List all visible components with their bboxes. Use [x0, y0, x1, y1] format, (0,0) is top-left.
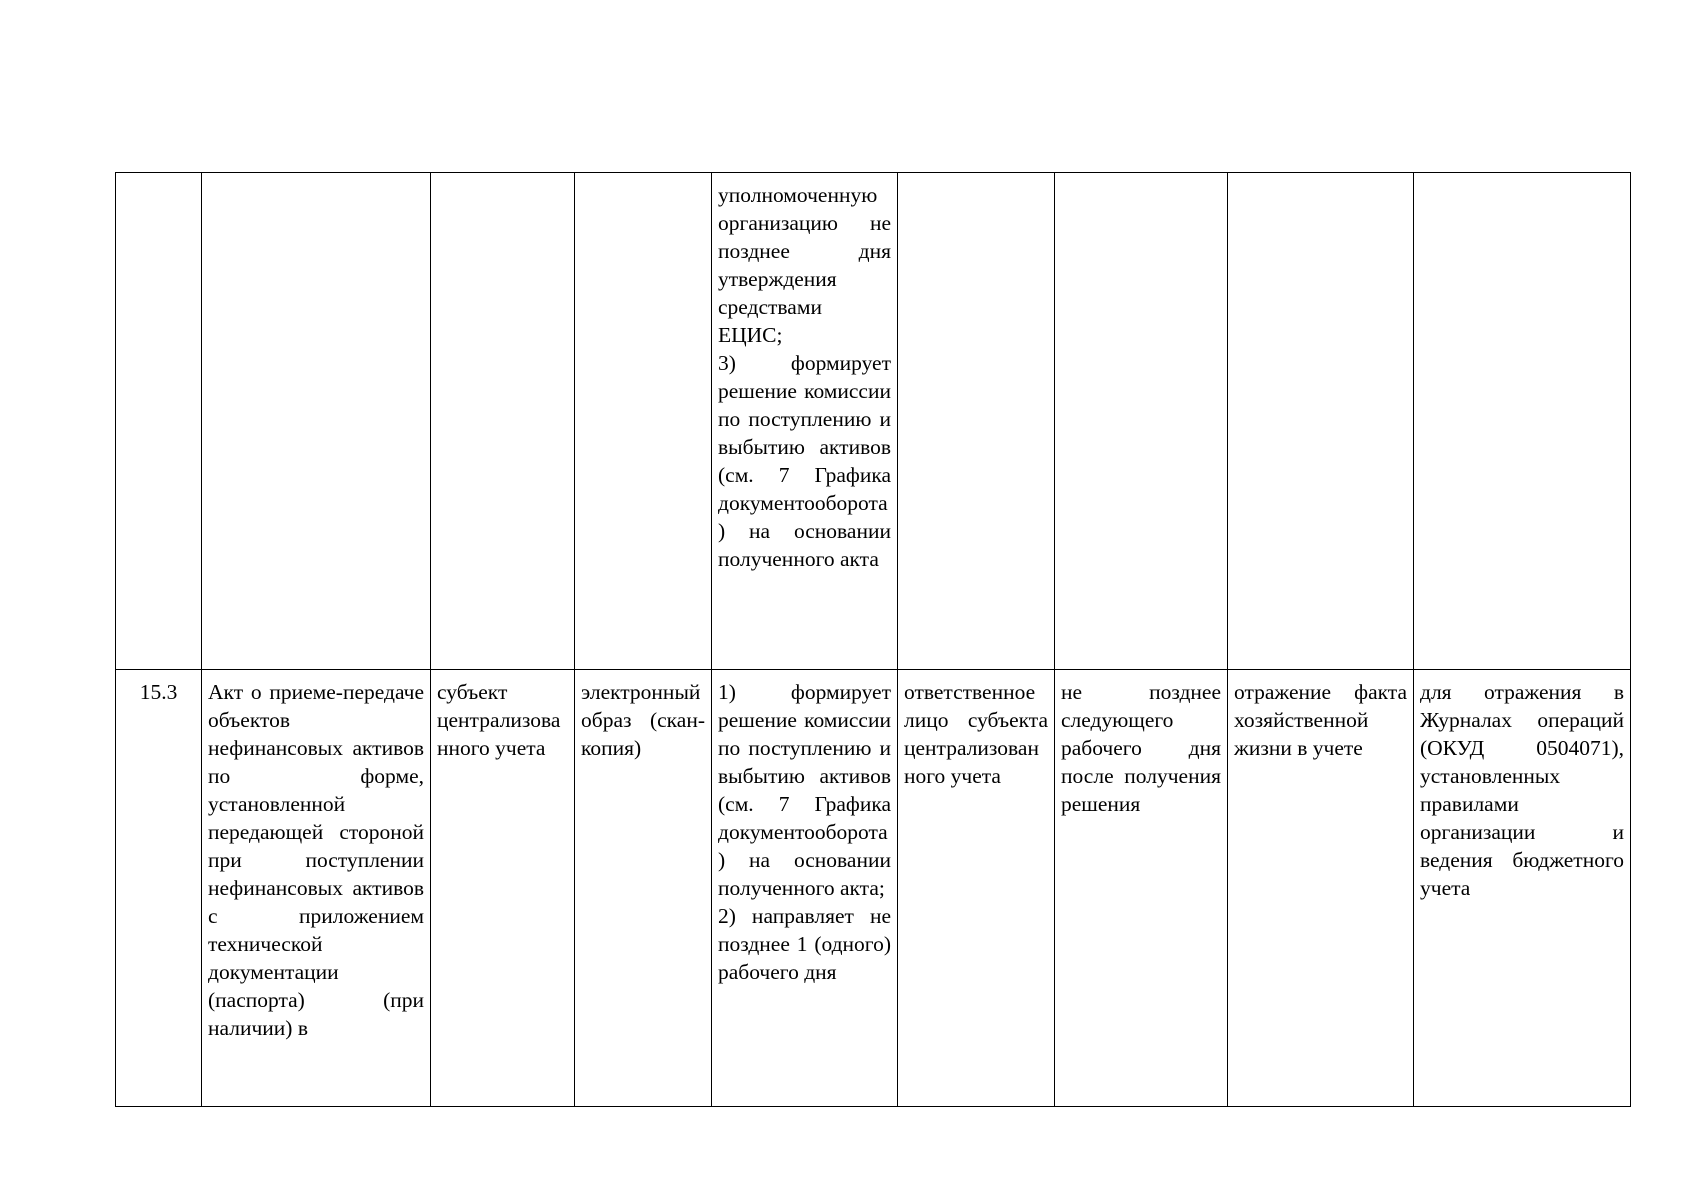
cell-deadline — [1055, 173, 1228, 670]
cell-document — [202, 173, 431, 670]
cell-responsible — [898, 670, 1055, 1107]
deadline-text: не позднее следующего рабочего дня после получения решения — [1061, 680, 1221, 816]
cell-actions — [712, 173, 898, 670]
cell-document — [202, 670, 431, 1107]
cell-form — [575, 670, 712, 1107]
actions-text: 1) формирует решение комиссии по поступлению и выбытию активов (см. 7 Графика документооборота) на основании полученного акта; 2) направляет не позднее 1 (одного) рабочего дня — [718, 680, 891, 984]
cell-usage — [1414, 173, 1631, 670]
cell-usage — [1414, 670, 1631, 1107]
table-row — [116, 173, 1631, 670]
actions-text: уполномоченную организацию не позднее дня утверждения средствами ЕЦИС; 3) формирует решение комиссии по поступлению и выбытию активов (см. 7 Графика документооборота) на основании полученного акта — [718, 183, 891, 571]
usage-text: для отражения в Журналах операций (ОКУД 0504071), установленных правилами организации и ведения бюджетного учета — [1420, 680, 1624, 900]
cell-deadline — [1055, 670, 1228, 1107]
creator-text: субъект централизованного учета — [437, 680, 561, 760]
cell-purpose — [1228, 173, 1414, 670]
document-flow-table — [115, 172, 1631, 1107]
cell-creator — [431, 173, 575, 670]
responsible-text: ответственное лицо субъекта централизованного учета — [904, 680, 1048, 788]
table-row — [116, 670, 1631, 1107]
cell-creator — [431, 670, 575, 1107]
purpose-text: отражение факта хозяйственной жизни в учете — [1234, 680, 1407, 760]
cell-number — [116, 173, 202, 670]
row-number: 15.3 — [139, 680, 178, 704]
cell-responsible — [898, 173, 1055, 670]
cell-actions — [712, 670, 898, 1107]
cell-number — [116, 670, 202, 1107]
cell-purpose — [1228, 670, 1414, 1107]
document-text: Акт о приеме-передаче объектов нефинансовых активов по форме, установленной передающей стороной при поступлении нефинансовых активов с приложением технической документации (паспорта) (при наличии) в — [208, 680, 424, 1040]
form-text: электронный образ (скан-копия) — [581, 680, 705, 760]
cell-form — [575, 173, 712, 670]
